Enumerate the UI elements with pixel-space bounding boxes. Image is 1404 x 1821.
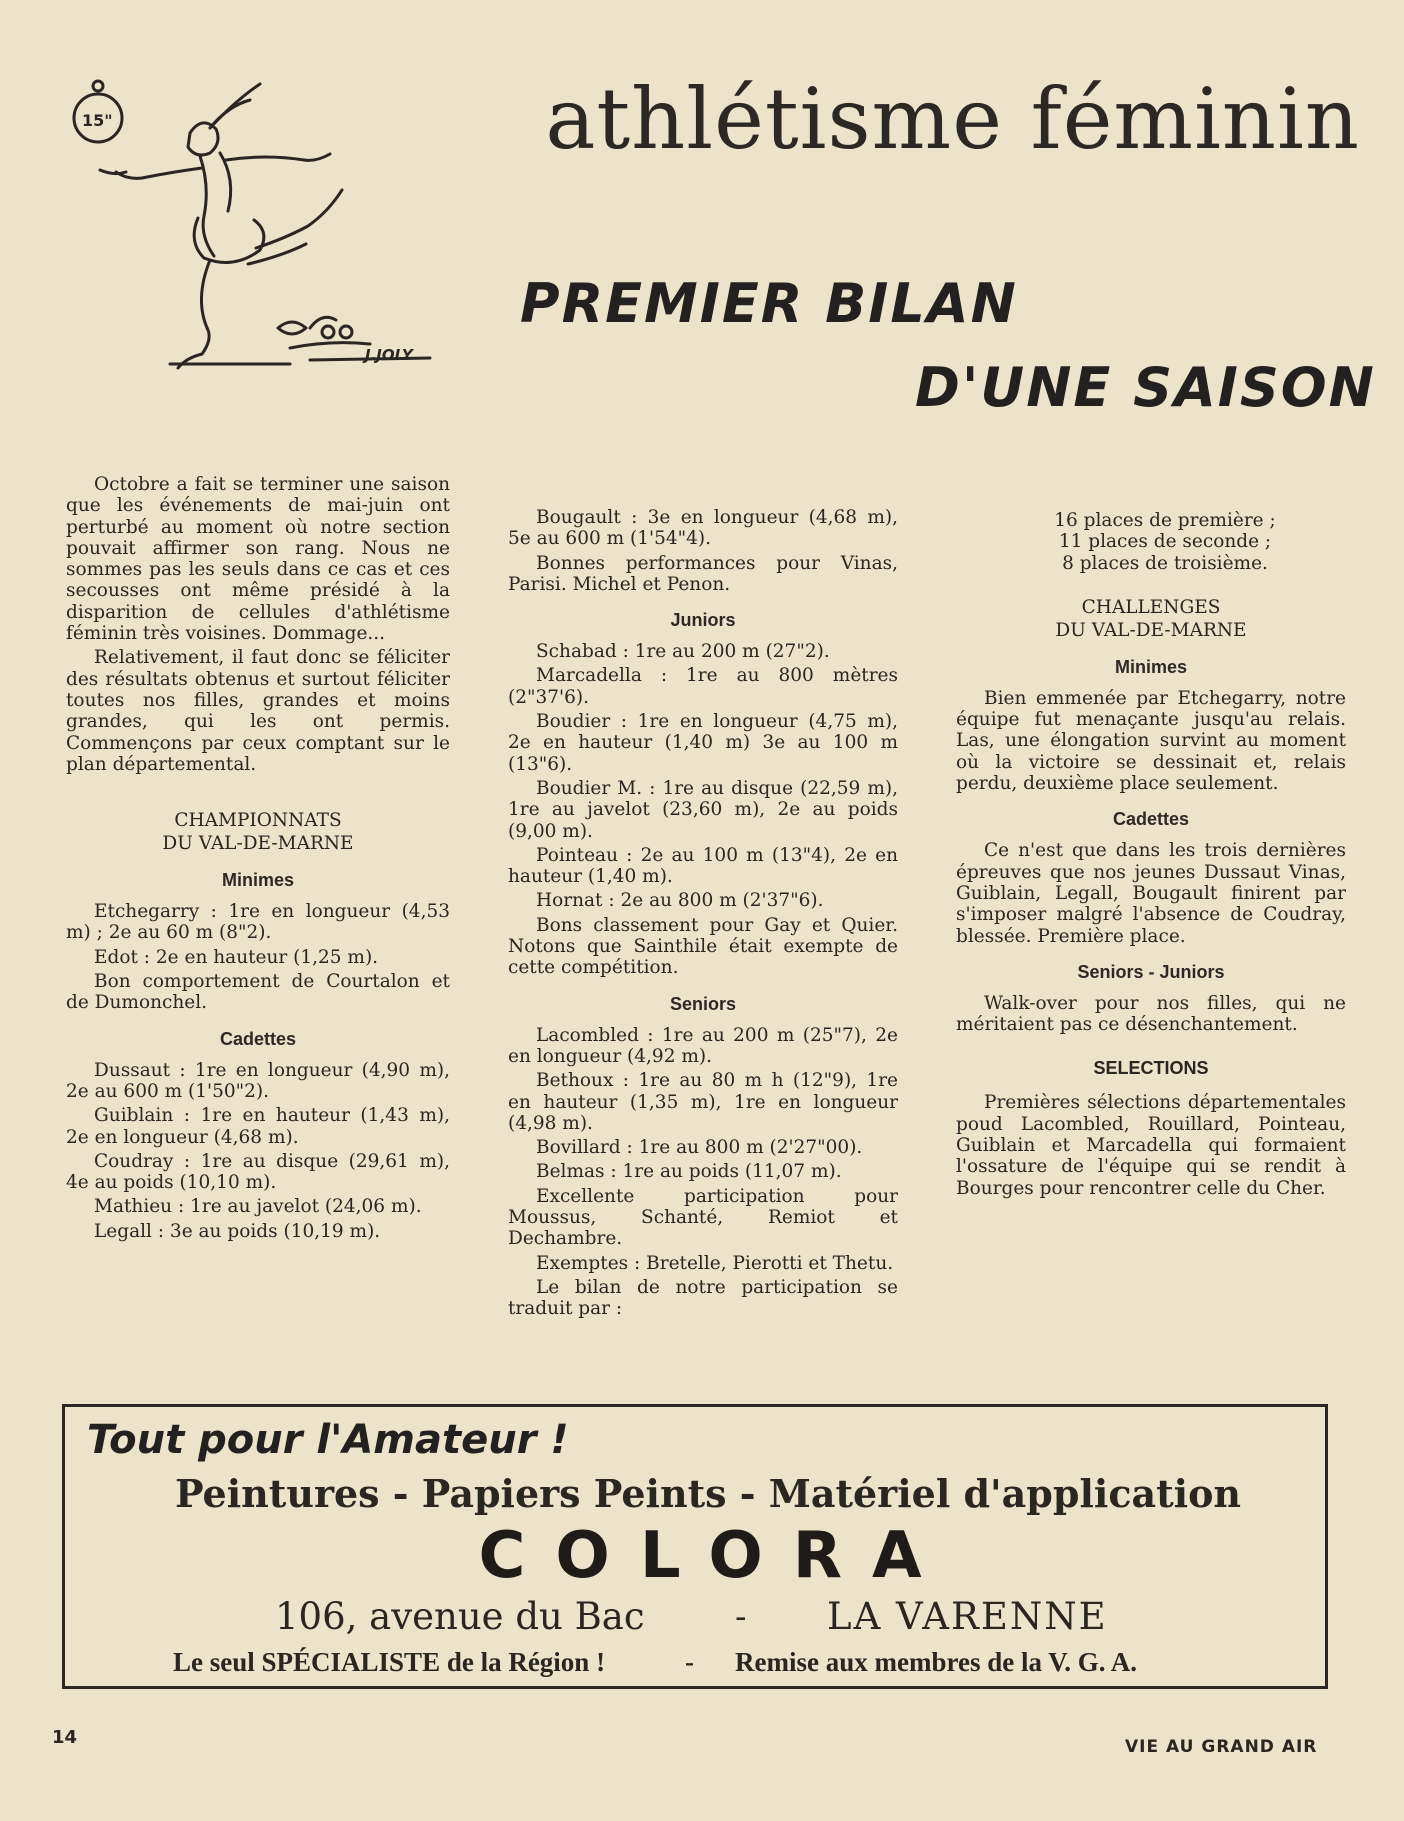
subsection-heading-cadettes: Cadettes (219, 1028, 297, 1049)
result-entry: Coudray : 1re au disque (29,61 m), 4e au poids (10,10 m). (66, 1150, 450, 1194)
result-entry: Etchegarry : 1re en longueur (4,53 m) ; 2e au 60 m (8"2). (66, 901, 450, 944)
article-column-1 (66, 474, 450, 1245)
result-entry: Mathieu : 1re au javelot (24,06 m). (94, 1196, 422, 1218)
tally-line: 8 places de troisième. (1062, 552, 1268, 574)
intro-paragraph: Relativement, il faut donc se féliciter des résultats obtenus et surtout féliciter toutes nos filles, grandes et moins grandes, qui les ont permis. Commençons par ceux comptant sur le plan départemental. (66, 647, 450, 775)
result-entry: Marcadella : 1re au 800 mètres (2"37'6). (508, 665, 898, 708)
subtitle-line-1: PREMIER BILAN (520, 272, 1018, 335)
result-entry: Bonnes performances pour Vinas, Parisi. Michel et Penon. (508, 552, 898, 595)
tally-line: 16 places de première ; (1054, 510, 1276, 531)
ad-separator: - (685, 1647, 694, 1677)
ad-products: Peintures - Papiers Peints - Matériel d'application (175, 1471, 1242, 1516)
article-column-2 (508, 507, 898, 1323)
result-entry: Legall : 3e au poids (10,19 m). (94, 1220, 381, 1242)
result-entry: Boudier M. : 1re au disque (22,59 m), 1re au javelot (23,60 m), 2e au poids (9,00 m). (508, 777, 898, 842)
section-heading-championnats: CHAMPIONNATS DU VAL-DE-MARNE (162, 810, 354, 855)
section-heading-challenges: CHALLENGES DU VAL-DE-MARNE (1055, 596, 1247, 641)
result-entry: Edot : 2e en hauteur (1,25 m). (94, 946, 379, 968)
illustration-signature: J.JOLY (365, 346, 413, 364)
challenge-text: Walk-over pour nos filles, qui ne méritaient pas ce désenchantement. (956, 992, 1346, 1036)
stopwatch-label: 15" (82, 111, 113, 130)
result-entry: Bon comportement de Courtalon et de Dumonchel. (66, 971, 450, 1014)
ad-note-left: Le seul SPÉCIALISTE de la Région ! (173, 1647, 606, 1677)
subsection-heading-cadettes: Cadettes (1112, 809, 1190, 830)
intro-paragraph: Octobre a fait se terminer une saison que les événements de mai-juin ont perturbé au moment où notre section pouvait affirmer son rang. Nous ne sommes pas les seuls dans ce cas et ces secousses ont même présidé à la disparition de cellules d'athlétisme féminin très voisines. Dommage... (66, 474, 450, 645)
article-column-3 (956, 510, 1346, 1202)
result-entry: Bougault : 3e en longueur (4,68 m), 5e au 600 m (1'54"4). (508, 507, 898, 550)
subsection-heading-minimes: Minimes (221, 870, 295, 891)
result-entry: Boudier : 1re en longueur (4,75 m), 2e en hauteur (1,40 m) 3e au 100 m (13"6). (508, 711, 898, 775)
selections-text: Premières sélections départementales poud Lacombled, Rouillard, Pointeau, Guiblain et Marcadella qui formaient l'ossature de l'équipe qui se rendit à Bourges pour rencontrer celle du Cher. (956, 1092, 1346, 1199)
result-entry: Bons classement pour Gay et Quier. Notons que Sainthile était exempte de cette compétition. (508, 914, 898, 979)
magazine-name: VIE AU GRAND AIR (1125, 1737, 1318, 1757)
result-entry: Guiblain : 1re en hauteur (1,43 m), 2e en longueur (4,68 m). (66, 1105, 450, 1148)
result-entry: Belmas : 1re au poids (11,07 m). (536, 1161, 842, 1183)
result-entry: Bethoux : 1re au 80 m h (12"9), 1re en hauteur (1,35 m), 1re en longueur (4,98 m). (508, 1070, 898, 1134)
challenge-text: Bien emmenée par Etchegarry, notre équipe fut menaçante jusqu'au relais. Las, une élongation survint au moment où la victoire se dessinait et, relais perdu, deuxième place seulement. (956, 687, 1346, 795)
subsection-heading-seniors: Seniors (669, 993, 737, 1014)
result-entry: Hornat : 2e au 800 m (2'37"6). (536, 890, 824, 912)
ad-address: 106, avenue du Bac (275, 1595, 645, 1638)
page-number: 14 (52, 1727, 78, 1748)
ad-brand: COLORA (478, 1519, 952, 1593)
subsection-heading-seniors-juniors: Seniors - Juniors (1077, 961, 1225, 982)
result-entry: Exemptes : Bretelle, Pierotti et Thetu. (536, 1252, 894, 1274)
ad-separator: - (735, 1597, 747, 1637)
tally-line: 11 places de seconde ; (1058, 531, 1272, 553)
result-entry: Schabad : 1re au 200 m (27"2). (536, 641, 830, 663)
result-entry: Bovillard : 1re au 800 m (2'27"00). (536, 1137, 863, 1159)
subsection-heading-minimes: Minimes (1114, 656, 1188, 677)
runner-illustration (60, 78, 460, 378)
challenge-text: Ce n'est que dans les trois dernières épreuves que nos jeunes Dussaut Vinas, Guiblain, Legall, Bougault finirent par s'imposer malgré l'absence de Coudray, blessée. Première place. (956, 840, 1346, 947)
result-entry: Dussaut : 1re en longueur (4,90 m), 2e au 600 m (1'50"2). (66, 1059, 450, 1102)
subsection-heading-juniors: Juniors (670, 610, 736, 631)
page-title: athlétisme féminin (545, 70, 1360, 168)
result-entry: Excellente participation pour Moussus, Schanté, Remiot et Dechambre. (508, 1185, 898, 1250)
subtitle-line-2: D'UNE SAISON (915, 356, 1376, 419)
section-heading-selections: SELECTIONS (1093, 1058, 1209, 1079)
ad-slogan: Tout pour l'Amateur ! (87, 1417, 569, 1463)
result-entry: Lacombled : 1re au 200 m (25"7), 2e en longueur (4,92 m). (508, 1024, 898, 1067)
result-entry: Pointeau : 2e au 100 m (13"4), 2e en hauteur (1,40 m). (508, 844, 898, 888)
ad-note-right: Remise aux membres de la V. G. A. (735, 1647, 1137, 1677)
ad-city: LA VARENNE (827, 1595, 1108, 1638)
advertisement-box (62, 1404, 1328, 1689)
result-entry: Le bilan de notre participation se traduit par : (508, 1276, 898, 1320)
